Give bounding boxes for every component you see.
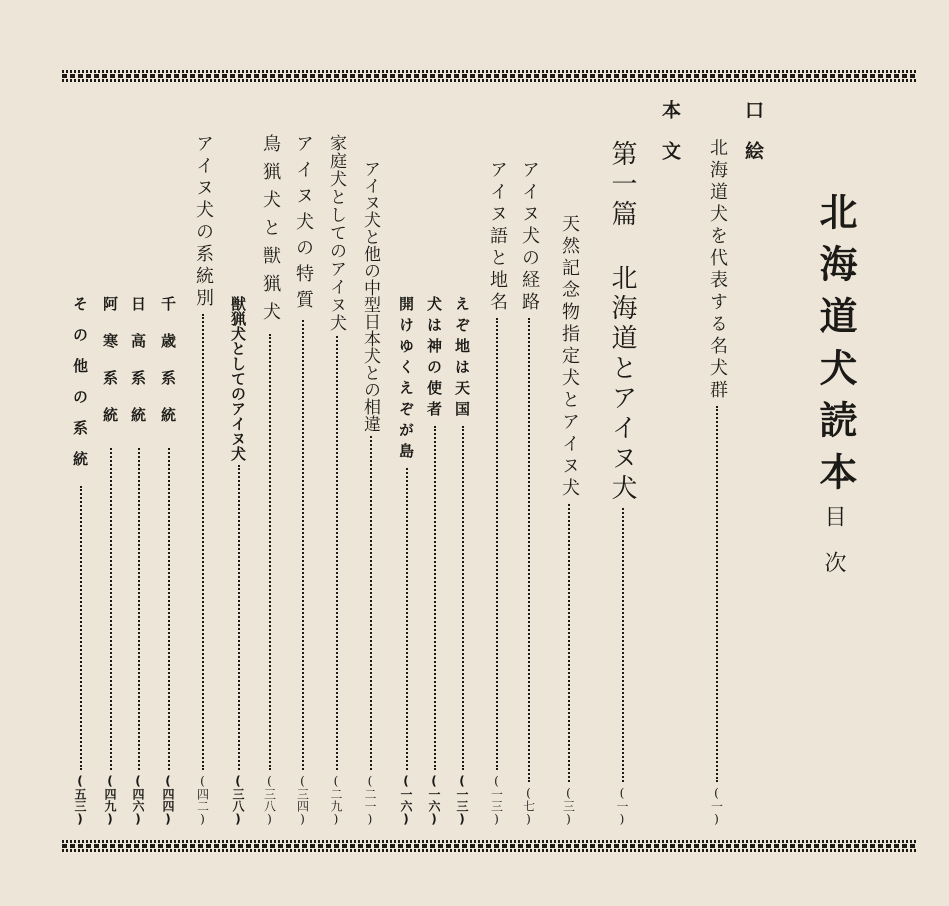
entry-title: アイヌ犬の経路 (519, 160, 540, 314)
leader-dots (110, 448, 112, 770)
entry-page: (二九) (329, 774, 343, 826)
entry-title: 家庭犬としてのアイヌ犬 (326, 134, 346, 332)
entry-1 (516, 160, 542, 826)
entry-page: (一三) (489, 774, 504, 826)
entry-5 (396, 296, 417, 826)
leader-dots (269, 334, 271, 770)
entry-title: 犬は神の使者 (425, 296, 443, 422)
entry-page: (三四) (295, 774, 310, 826)
entry-title: 日高系統 (129, 296, 147, 444)
entry-title: 北海道犬を代表する名犬群 (707, 138, 728, 402)
entry-6 (358, 160, 383, 826)
entry-page: (二一) (363, 774, 377, 826)
entry-page: (三八) (262, 774, 277, 826)
leader-dots (406, 468, 408, 770)
leader-dots (622, 508, 624, 782)
entry-3 (452, 296, 473, 826)
entry-12 (158, 296, 179, 826)
leader-dots (496, 318, 498, 770)
bottom-border (62, 840, 917, 852)
entry-title: アイヌ犬の特質 (293, 134, 314, 316)
entry-page: (三) (561, 786, 576, 826)
entry-page: (一) (709, 786, 724, 826)
entry-part1 (604, 140, 641, 826)
entry-title: 鳥猟犬と獣猟犬 (260, 134, 281, 330)
leader-dots (716, 406, 718, 782)
entry-4 (424, 296, 445, 826)
entry-9 (257, 134, 283, 826)
leader-dots (434, 426, 436, 770)
entry-13 (128, 296, 149, 826)
entry-10 (228, 296, 249, 826)
entry-title: アイヌ犬の系統別 (193, 134, 214, 310)
leader-dots (80, 486, 82, 770)
heading-kuchie: 口絵 (742, 100, 764, 182)
leader-dots (202, 314, 204, 770)
top-border (62, 70, 917, 82)
leader-dots (568, 504, 570, 782)
leader-dots (138, 448, 140, 770)
entry-title: アイヌ犬と他の中型日本犬との相違 (360, 160, 380, 432)
leader-dots (238, 465, 240, 770)
leader-dots (168, 448, 170, 770)
entry-title: アイヌ語と地名 (487, 160, 508, 314)
leader-dots (528, 318, 530, 782)
entry-title: 開けゆくえぞが島 (397, 296, 415, 464)
heading-honbun: 本文 (659, 100, 681, 182)
entry-14 (100, 296, 121, 826)
entry-page: (四二) (195, 774, 210, 826)
entry-11 (190, 134, 216, 826)
entry-title: 千歳系統 (159, 296, 177, 444)
leader-dots (462, 426, 464, 770)
entry-page: (四九) (103, 774, 117, 826)
entry-7 (324, 134, 349, 826)
entry-title: えぞ地は天国 (453, 296, 471, 422)
entry-8 (290, 134, 316, 826)
leader-dots (370, 436, 372, 770)
entry-page: (一六) (427, 774, 441, 826)
entry-2 (484, 160, 510, 826)
entry-title: 阿寒系統 (101, 296, 119, 444)
entry-title: 天然記念物指定犬とアイヌ犬 (559, 214, 580, 500)
entry-page: (七) (521, 786, 536, 826)
entry-0 (556, 214, 582, 826)
entry-title: 獣猟犬としてのアイヌ犬 (229, 296, 247, 461)
leader-dots (336, 336, 338, 770)
entry-page: (三八) (231, 774, 245, 826)
entry-page: (四四) (161, 774, 175, 826)
entry-page: (五三) (73, 774, 87, 826)
entry-15 (70, 296, 91, 826)
entry-title: 第一篇 北海道とアイヌ犬 (607, 140, 637, 504)
book-title: 北海道犬読本 (813, 192, 857, 504)
entry-page: (四六) (131, 774, 145, 826)
entry-page: (一六) (399, 774, 413, 826)
entry-page: (一三) (455, 774, 469, 826)
leader-dots (302, 320, 304, 770)
entry-kuchie-0 (704, 138, 730, 826)
entry-page: (一) (615, 786, 629, 826)
entry-title: その他の系統 (71, 296, 89, 482)
contents-label: 目次 (821, 505, 846, 597)
